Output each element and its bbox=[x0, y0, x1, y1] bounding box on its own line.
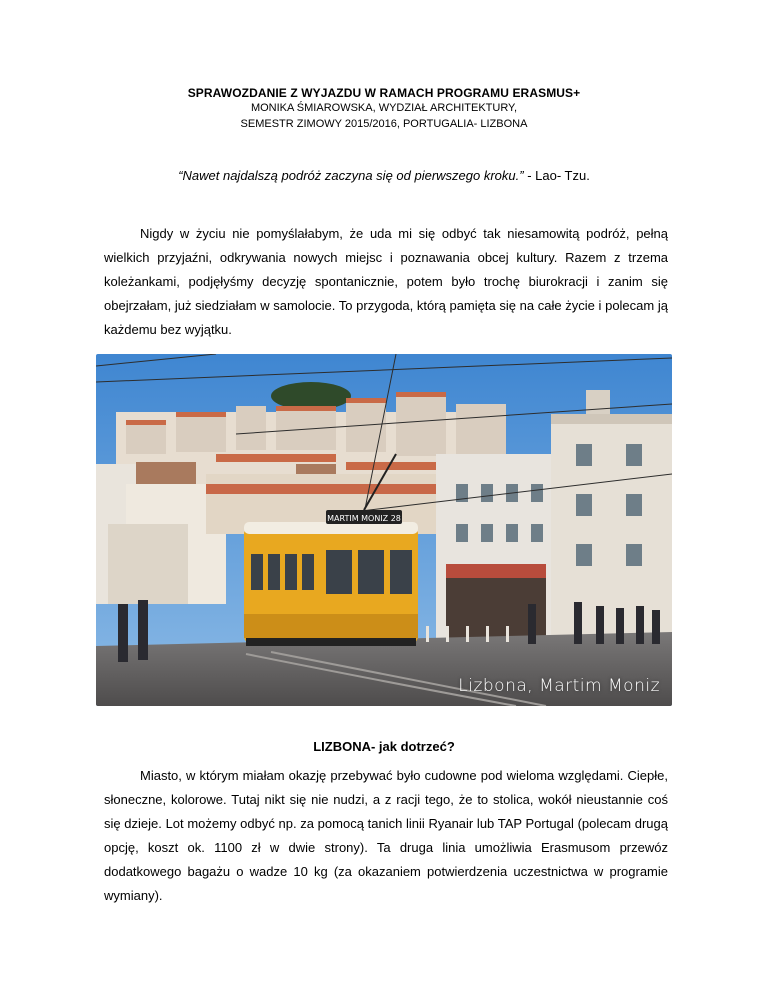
photo-illustration bbox=[96, 354, 672, 706]
section-paragraph bbox=[104, 764, 668, 908]
epigraph-text: “Nawet najdalszą podróż zaczyna się od pierwszego kroku.” bbox=[178, 168, 524, 183]
section-heading: LIZBONA- jak dotrzeć? bbox=[313, 739, 455, 754]
photo-caption: Lizbona, Martim Moniz bbox=[458, 676, 660, 696]
intro-paragraph bbox=[104, 222, 668, 342]
epigraph bbox=[0, 168, 768, 183]
semester-line: SEMESTR ZIMOWY 2015/2016, PORTUGALIA- LIZBONA bbox=[240, 118, 528, 130]
epigraph-author: - Lao- Tzu. bbox=[523, 168, 590, 183]
section-text: Miasto, w którym miałam okazję przebywać było cudowne pod wieloma względami. Ciepłe, słoneczne, kolorowe. Tutaj nikt się nie nudzi, a z racji tego, że to stolica, wokół nieustannie coś się dzieje. Lot możemy odbyć np. za pomocą tanich linii Ryanair lub TAP Portugal (polecam drugą opcję, koszt ok. 1100 zł w dwie strony). Ta druga linia umożliwia Erasmusom przewóz dodatkowego bagażu o wadze 10 kg (za okazaniem potwierdzenia uczestnictwa w programie wymiany). bbox=[104, 768, 668, 903]
author-line: MONIKA ŚMIAROWSKA, WYDZIAŁ ARCHITEKTURY, bbox=[250, 102, 518, 114]
document-title: SPRAWOZDANIE Z WYJAZDU W RAMACH PROGRAMU ERASMUS+ bbox=[187, 86, 581, 100]
intro-text: Nigdy w życiu nie pomyślałabym, że uda mi się odbyć tak niesamowitą podróż, pełną wielkich przyjaźni, odkrywania nowych miejsc i poznawania obcej kultury. Razem z trzema koleżankami, podjęłyśmy decyzję spontanicznie, potem było trochę biurokracji i zanim się obejrzałam, już siedziałam w samolocie. To przygoda, którą pamięta się na całe życie i polecam ją każdemu bez wyjątku. bbox=[104, 226, 668, 337]
tram-destination-sign: MARTIM MONIZ 28 bbox=[327, 514, 401, 523]
lisbon-tram-photo bbox=[96, 354, 672, 706]
